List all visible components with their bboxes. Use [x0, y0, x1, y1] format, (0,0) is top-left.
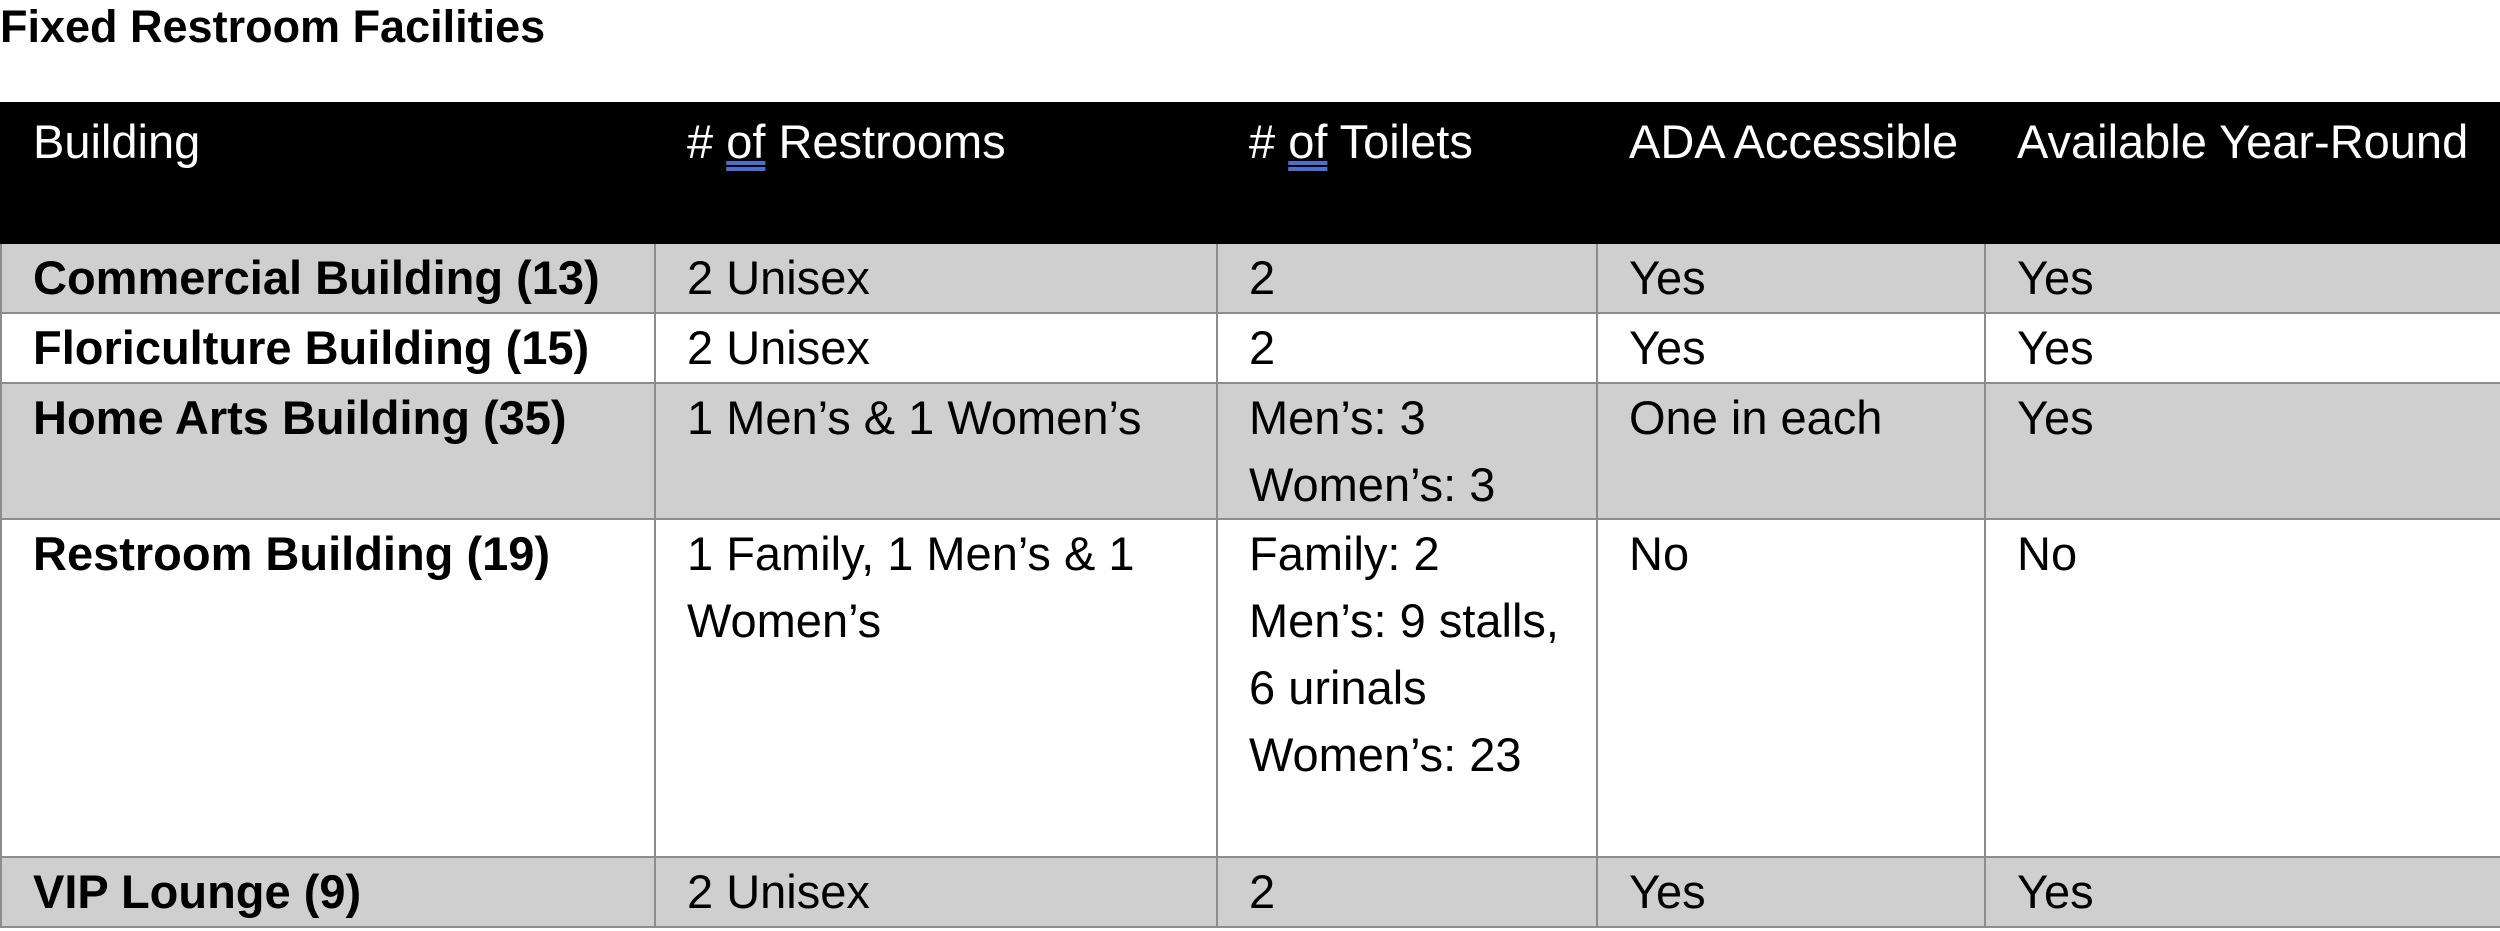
toilets-line: 2 [1249, 321, 1276, 374]
header-restrooms-suffix: Restrooms [765, 115, 1006, 168]
toilets-line: Women’s: 23 [1249, 728, 1522, 781]
cell-ada: Yes [1597, 243, 1985, 313]
header-restrooms [655, 103, 1217, 243]
cell-building: VIP Lounge (9) [1, 857, 655, 927]
toilets-line: Women’s: 3 [1249, 458, 1496, 511]
restroom-facilities-table [0, 102, 2500, 928]
header-ada: ADA Accessible [1597, 103, 1985, 243]
header-restrooms-of: of [726, 115, 766, 168]
cell-toilets [1217, 857, 1597, 927]
table-header-row [1, 103, 2500, 243]
cell-restrooms: 2 Unisex [655, 243, 1217, 313]
toilets-line: Men’s: 9 stalls, 6 urinals [1249, 594, 1559, 714]
cell-restrooms: 2 Unisex [655, 313, 1217, 383]
table-row [1, 383, 2500, 519]
cell-ada: One in each [1597, 383, 1985, 519]
cell-building: Commercial Building (13) [1, 243, 655, 313]
cell-building: Floriculture Building (15) [1, 313, 655, 383]
cell-toilets [1217, 313, 1597, 383]
header-toilets [1217, 103, 1597, 243]
header-building: Building [1, 103, 655, 243]
toilets-line: Men’s: 3 [1249, 391, 1426, 444]
cell-year-round: No [1985, 519, 2500, 857]
table-row [1, 857, 2500, 927]
cell-building: Restroom Building (19) [1, 519, 655, 857]
cell-restrooms: 1 Family, 1 Men’s & 1 Women’s [655, 519, 1217, 857]
toilets-line: Family: 2 [1249, 527, 1440, 580]
cell-restrooms: 1 Men’s & 1 Women’s [655, 383, 1217, 519]
cell-toilets [1217, 383, 1597, 519]
header-toilets-of: of [1288, 115, 1328, 168]
toilets-line: 2 [1249, 865, 1276, 918]
cell-toilets [1217, 519, 1597, 857]
cell-ada: Yes [1597, 313, 1985, 383]
header-restrooms-prefix: # [687, 115, 727, 168]
header-toilets-suffix: Toilets [1327, 115, 1473, 168]
cell-year-round: Yes [1985, 383, 2500, 519]
table-row [1, 243, 2500, 313]
cell-building: Home Arts Building (35) [1, 383, 655, 519]
document-title: Fixed Restroom Facilities [0, 1, 546, 52]
table-row [1, 313, 2500, 383]
cell-ada: Yes [1597, 857, 1985, 927]
toilets-line: 2 [1249, 251, 1276, 304]
cell-restrooms: 2 Unisex [655, 857, 1217, 927]
table-row [1, 519, 2500, 857]
header-toilets-prefix: # [1249, 115, 1289, 168]
cell-year-round: Yes [1985, 243, 2500, 313]
cell-year-round: Yes [1985, 313, 2500, 383]
cell-ada: No [1597, 519, 1985, 857]
header-year-round: Available Year-Round [1985, 103, 2500, 243]
cell-year-round: Yes [1985, 857, 2500, 927]
cell-toilets [1217, 243, 1597, 313]
